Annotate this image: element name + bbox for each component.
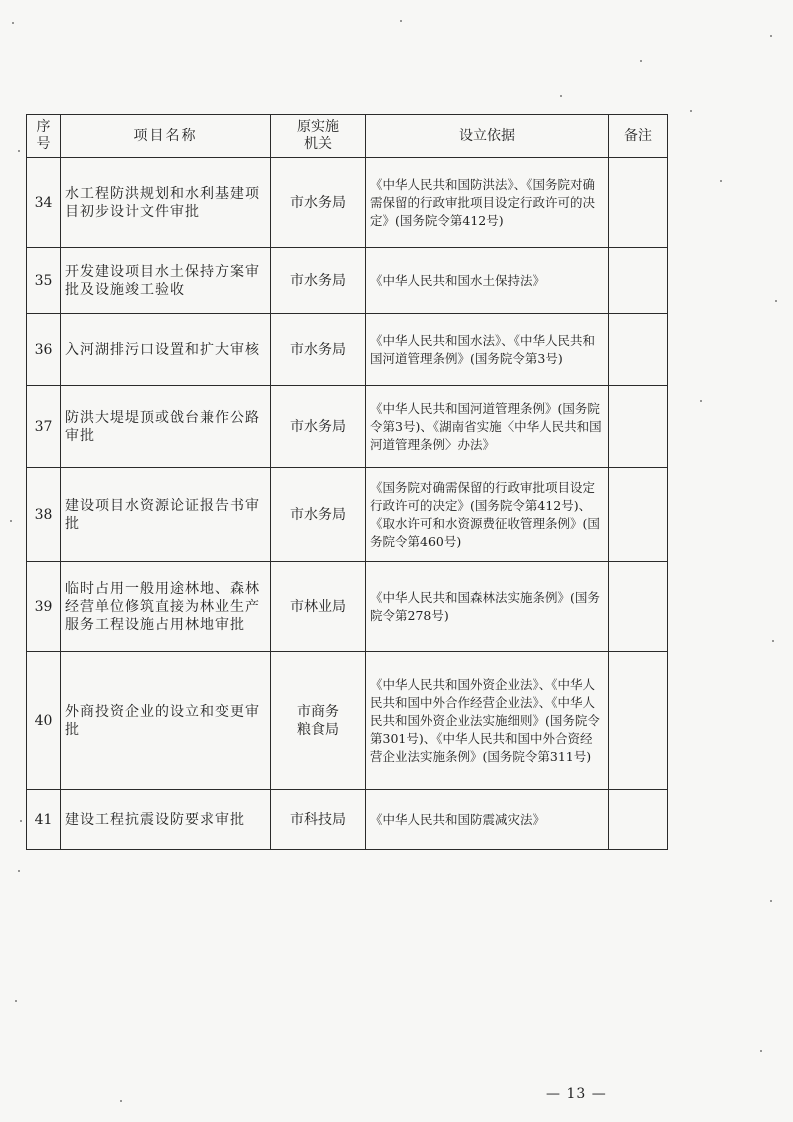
remark xyxy=(609,314,668,386)
header-remark: 备注 xyxy=(609,115,668,158)
item-name: 外商投资企业的设立和变更审批 xyxy=(61,652,271,790)
table-row xyxy=(27,562,668,652)
original-agency: 市商务 粮食局 xyxy=(271,652,366,790)
item-name: 建设项目水资源论证报告书审批 xyxy=(61,468,271,562)
remark xyxy=(609,158,668,248)
remark xyxy=(609,652,668,790)
legal-basis: 《中华人民共和国防震减灾法》 xyxy=(366,790,609,850)
row-number: 34 xyxy=(27,158,61,248)
legal-basis: 《中华人民共和国森林法实施条例》(国务院令第278号) xyxy=(366,562,609,652)
original-agency: 市科技局 xyxy=(271,790,366,850)
original-agency: 市水务局 xyxy=(271,468,366,562)
item-name: 建设工程抗震设防要求审批 xyxy=(61,790,271,850)
table-row xyxy=(27,314,668,386)
header-num: 序 号 xyxy=(27,115,61,158)
remark xyxy=(609,562,668,652)
legal-basis: 《中华人民共和国水法》、《中华人民共和国河道管理条例》(国务院令第3号) xyxy=(366,314,609,386)
approval-items-table xyxy=(26,114,668,850)
original-agency: 市水务局 xyxy=(271,314,366,386)
row-number: 35 xyxy=(27,248,61,314)
item-name: 水工程防洪规划和水利基建项目初步设计文件审批 xyxy=(61,158,271,248)
table-row xyxy=(27,468,668,562)
legal-basis: 《中华人民共和国水土保持法》 xyxy=(366,248,609,314)
original-agency: 市水务局 xyxy=(271,248,366,314)
table-row xyxy=(27,248,668,314)
remark xyxy=(609,790,668,850)
row-number: 39 xyxy=(27,562,61,652)
legal-basis: 《中华人民共和国防洪法》、《国务院对确需保留的行政审批项目设定行政许可的决定》(国务院令第412号) xyxy=(366,158,609,248)
item-name: 入河湖排污口设置和扩大审核 xyxy=(61,314,271,386)
item-name: 临时占用一般用途林地、森林经营单位修筑直接为林业生产服务工程设施占用林地审批 xyxy=(61,562,271,652)
row-number: 37 xyxy=(27,386,61,468)
original-agency: 市林业局 xyxy=(271,562,366,652)
table-row xyxy=(27,386,668,468)
row-number: 36 xyxy=(27,314,61,386)
table-row xyxy=(27,652,668,790)
row-number: 41 xyxy=(27,790,61,850)
legal-basis: 《国务院对确需保留的行政审批项目设定行政许可的决定》(国务院令第412号)、《取水许可和水资源费征收管理条例》(国务院令第460号) xyxy=(366,468,609,562)
table-row xyxy=(27,790,668,850)
legal-basis: 《中华人民共和国外资企业法》、《中华人民共和国中外合作经营企业法》、《中华人民共和国外资企业法实施细则》(国务院令第301号)、《中华人民共和国中外合资经营企业法实施条例》(国务院令第311号) xyxy=(366,652,609,790)
header-org: 原实施 机关 xyxy=(271,115,366,158)
item-name: 防洪大堤堤顶或戗台兼作公路审批 xyxy=(61,386,271,468)
header-basis: 设立依据 xyxy=(366,115,609,158)
original-agency: 市水务局 xyxy=(271,386,366,468)
item-name: 开发建设项目水土保持方案审批及设施竣工验收 xyxy=(61,248,271,314)
row-number: 38 xyxy=(27,468,61,562)
remark xyxy=(609,468,668,562)
remark xyxy=(609,386,668,468)
table-row xyxy=(27,158,668,248)
row-number: 40 xyxy=(27,652,61,790)
table-header-row xyxy=(27,115,668,158)
page-number: — 13 — xyxy=(546,1086,607,1102)
remark xyxy=(609,248,668,314)
original-agency: 市水务局 xyxy=(271,158,366,248)
header-name: 项目名称 xyxy=(61,115,271,158)
legal-basis: 《中华人民共和国河道管理条例》(国务院令第3号)、《湖南省实施〈中华人民共和国河道管理条例〉办法》 xyxy=(366,386,609,468)
